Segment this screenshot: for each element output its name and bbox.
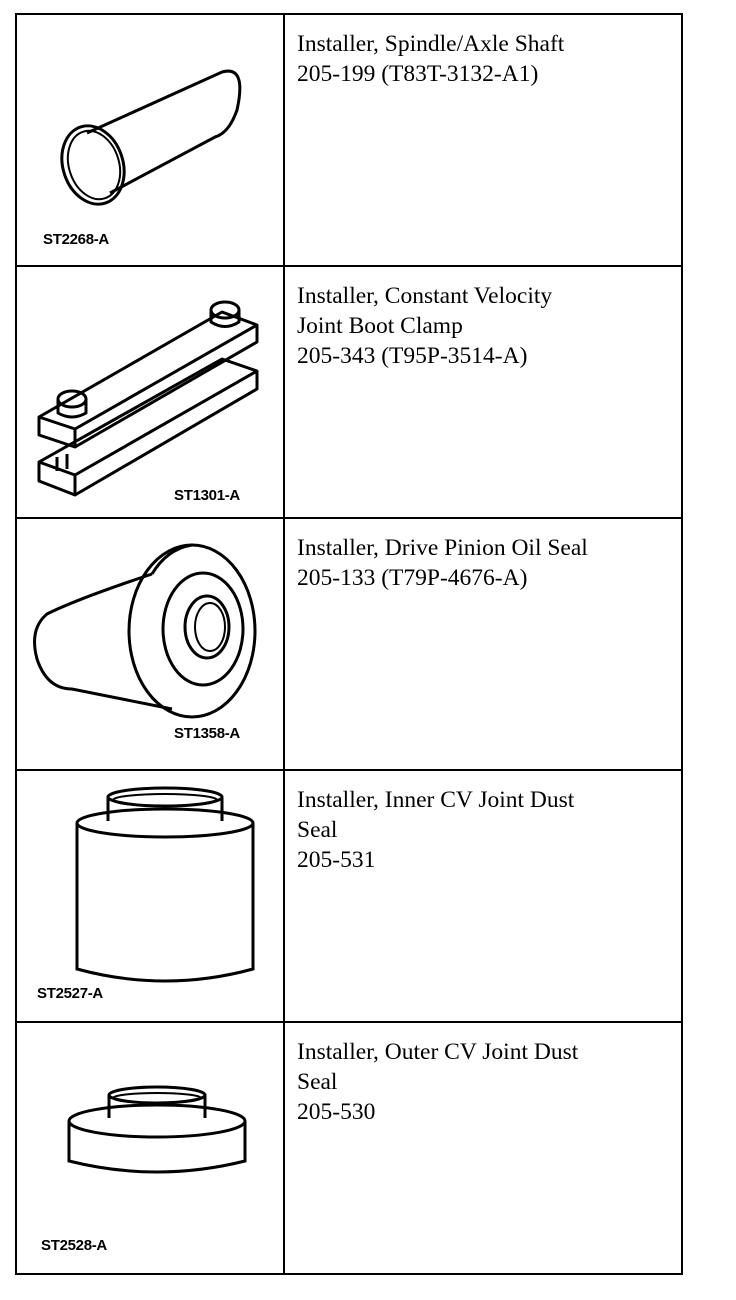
tool-number: 205-199 (T83T-3132-A1) <box>297 61 539 87</box>
tool-number: 205-343 (T95P-3514-A) <box>297 343 528 369</box>
tool-name-line: Installer, Outer CV Joint Dust <box>297 1039 579 1065</box>
figure-code: ST1301-A <box>174 487 240 504</box>
tool-illustration-cell <box>17 267 285 517</box>
outer-dust-seal-installer-icon <box>17 1023 283 1273</box>
tool-description <box>285 267 681 517</box>
special-tools-table <box>15 13 683 1275</box>
tool-number: 205-133 (T79P-4676-A) <box>297 565 528 591</box>
tool-row <box>17 1023 681 1273</box>
tool-name-line: Seal <box>297 817 338 843</box>
inner-dust-seal-installer-icon <box>17 771 283 1021</box>
tool-illustration-cell <box>17 15 285 265</box>
tool-description <box>285 15 681 265</box>
tool-name-line: Joint Boot Clamp <box>297 313 463 339</box>
figure-code: ST2268-A <box>43 231 109 248</box>
tool-name-line: Installer, Drive Pinion Oil Seal <box>297 535 588 561</box>
tool-illustration-cell <box>17 771 285 1021</box>
tool-number: 205-531 <box>297 847 376 873</box>
tool-number: 205-530 <box>297 1099 376 1125</box>
tool-row <box>17 771 681 1023</box>
pinion-seal-installer-icon <box>17 519 283 769</box>
tool-name-line: Seal <box>297 1069 338 1095</box>
figure-code: ST2528-A <box>41 1237 107 1254</box>
figure-code: ST2527-A <box>37 985 103 1002</box>
tool-illustration-cell <box>17 1023 285 1273</box>
tool-name-line: Installer, Inner CV Joint Dust <box>297 787 575 813</box>
tube-installer-icon <box>17 15 283 265</box>
tool-description <box>285 519 681 769</box>
tool-description <box>285 1023 681 1273</box>
tool-row <box>17 15 681 267</box>
tool-row <box>17 267 681 519</box>
tool-description <box>285 771 681 1021</box>
boot-clamp-installer-icon <box>17 267 283 517</box>
tool-row <box>17 519 681 771</box>
tool-name-line: Installer, Spindle/Axle Shaft <box>297 31 565 57</box>
figure-code: ST1358-A <box>174 725 240 742</box>
tool-illustration-cell <box>17 519 285 769</box>
tool-name-line: Installer, Constant Velocity <box>297 283 553 309</box>
